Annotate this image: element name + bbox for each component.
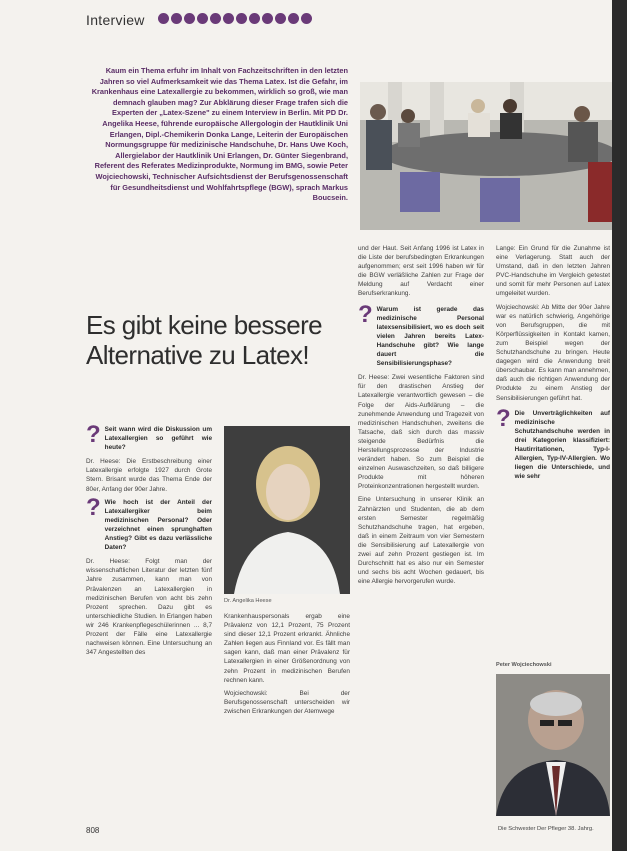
section-dot: [197, 13, 208, 24]
body-text: Wojciechowski: Ab Mitte der 90er Jahre war es natürlich schwierig, Angehörige von Berufsgruppen, die mit Körperflüssigkeiten in Kontakt kamen, zum Beispiel wegen der Schutzhandschuhe zu bringen. Heute dagegen wird die Anwendung breit überschaubar. Es kann man annehmen, daß auch die richtigen Anwendung der Produkte zu einem Anstieg der Sensibilisierungen geführt hat.: [496, 303, 610, 402]
section-label: Interview: [86, 12, 145, 28]
column-4: [496, 244, 610, 668]
photo-caption: Peter Wojciechowski: [496, 662, 552, 668]
question-text: Die Unverträglichkeiten auf medizinische Schutzhandschuhe werden in drei Kategorien klassifiziert: Hautirritationen, Typ-I-Allergien, Typ-IV-Allergien. Wo liegen die Unterschiede, und wie sehr: [514, 409, 610, 481]
body-text: Eine Untersuchung in unserer Klinik an Zahnärzten und Studenten, die ab dem ersten Semester regelmäßig Schutzhandschuhe tragen, hat ergeben, daß in einem Zeitraum von vier Semestern die Sensibilisierung auf Latexallergie von zwei auf zehn Prozent gestiegen ist. Im Durchschnitt hat es also nur ein Semester und sechs bis acht Wochen gedauert, bis eine Allergie hervorgerufen wurde.: [358, 496, 484, 586]
question-block: [86, 493, 212, 553]
body-text: Wojciechowski: Bei der Berufsgenossenschaft unterscheiden wir zwischen Erkrankungen der Atemwege: [224, 689, 350, 715]
group-photo-image: [360, 82, 612, 230]
section-dot: [262, 13, 273, 24]
section-dot: [275, 13, 286, 24]
magazine-name: Die Schwester Der Pfleger 38. Jahrg.: [498, 826, 594, 832]
portrait-wojciechowski-image: [496, 674, 610, 816]
answer-text: Dr. Heese: Die Erstbeschreibung einer Latexallergie erfolgte 1927 durch Grote Stern. Brisant wurde das Thema Ende der 80er, Anfang der 90er Jahre.: [86, 458, 212, 493]
question-mark-icon: ?: [496, 404, 511, 432]
column-3: [358, 244, 484, 590]
page-number: 808: [86, 826, 100, 835]
portrait-heese-image: [224, 426, 350, 594]
section-dot: [288, 13, 299, 24]
section-dot: [184, 13, 195, 24]
question-text: Wie hoch ist der Anteil der Latexallergiker beim medizinischen Personal? Oder verzeichnet einen sprunghaften Anstieg? Gibt es dazu verlässliche Daten?: [104, 498, 212, 552]
body-text: Krankenhauspersonals ergab eine Prävalenz von 12,1 Prozent, 75 Prozent sind dieser 12,1 Prozent erkrankt. Ähnliche Zahlen liegen aus Finnland vor. Es fällt man sagen kann, daß man einer Prävalenz für Latexallergien in einer Größenordnung von zehn Prozent in medizinischen Berufen rechnen kann.: [224, 613, 350, 684]
question-mark-icon: ?: [86, 493, 101, 521]
photo-caption: Dr. Angelika Heese: [224, 598, 272, 604]
section-dot: [223, 13, 234, 24]
portrait-heese: [224, 426, 350, 594]
section-dot: [158, 13, 169, 24]
headline: Es gibt keine bessere Alternative zu Latex!: [86, 310, 322, 370]
question-mark-icon: ?: [358, 300, 373, 328]
section-dot: [301, 13, 312, 24]
column-1: [86, 421, 212, 661]
group-photo: [360, 82, 612, 230]
section-dot: [210, 13, 221, 24]
question-text: Warum ist gerade das medizinische Personal latexsensibilisiert, wo es doch seit vielen Jahren bereits Latex-Handschuhe gibt? Wie lange dauert die Sensibilisierungsphase?: [376, 305, 484, 368]
question-mark-icon: ?: [86, 421, 101, 448]
answer-text: Dr. Heese: Folgt man der wissenschaftlichen Literatur der letzten fünf Jahre zusammen, kann man von Prävalenzen an Latexallergien in medizinischen Berufen von acht bis zehn Prozent sprechen. Dazu gibt es unterschiedliche Studien. In Erlangen haben wir 246 Krankenpflegeschülerinnen ... 8,7 Prozent der Fälle eine Latexallergie nachweisen können. Eine Untersuchung an 347 Angestellten des: [86, 558, 212, 657]
question-block: [358, 300, 484, 369]
body-text: Dr. Heese: Zwei wesentliche Faktoren sind für den drastischen Anstieg der Latexallergie verantwortlich gewesen – die Folge der Aids-Aufklärung – die zunehmende Anwendung und Tragezeit von medizinischen Handschuhen, zweitens die Tatsache, daß sich durch das massiv steigende Bedürfnis die Herstellungsprozesse der Industrie verändert haben. So zum Beispiel die einzelnen Auswaschzeiten, so daß billigere Produkte mit höheren Proteinkonzentrationen hergestellt wurden.: [358, 374, 484, 491]
question-block: [496, 404, 610, 482]
portrait-wojciechowski: [496, 674, 610, 816]
section-dot: [249, 13, 260, 24]
page-edge: [612, 0, 627, 851]
section-dot: [171, 13, 182, 24]
section-dots: [158, 13, 312, 24]
column-2: [224, 612, 350, 720]
body-text: Lange: Ein Grund für die Zunahme ist eine Verlagerung. Statt auch der Umstand, daß in den letzten Jahren PVC-Handschuhe im Vergleich getestet und somit für mehr Personen auf Latex umgeleitet wurden.: [496, 245, 610, 298]
question-block: [86, 421, 212, 452]
question-text: Seit wann wird die Diskussion um Latexallergien so geführt wie heute?: [104, 426, 212, 452]
body-text: und der Haut. Seit Anfang 1996 ist Latex in die Liste der berufsbedingten Erkrankungen aufgenommen; erst seit 1996 haben wir für die BGW verläßliche Zahlen zur Frage der Meldung auf Verdacht einer Berufserkrankung.: [358, 245, 484, 298]
intro-text: Kaum ein Thema erfuhr im Inhalt von Fachzeitschriften in den letzten Jahren so viel Aufmerksamkeit wie das Thema Latex. Ist die Gefahr, im Krankenhaus eine Latexallergie zu bekommen, wirklich so groß, wie man demnach glauben mag? Zur Abklärung dieser Frage trafen sich die Experten der „Latex-Szene" zu einem Interview in Berlin. Mit PD Dr. Angelika Heese, führende europäische Allergologin der Hautklinik Uni Erlangen, Dipl.-Chemikerin Donka Lange, Leiterin der Europäischen Normungsgruppe für medizinische Handschuhe, Dr. Hans Uwe Koch, Allergielabor der Hautklinik Uni Erlangen, Dr. Günter Siegenbrand, Referent des Referates Medizinprodukte, Normung im BMG, sowie Peter Wojciechowski, Technischer Aufsichtsdienst der Berufsgenossenschaft für Gesundheitsdienst und Wohlfahrtspflege (BGW), sprach Markus Boucsein.: [91, 66, 348, 203]
intro-paragraph: [86, 66, 348, 204]
section-dot: [236, 13, 247, 24]
